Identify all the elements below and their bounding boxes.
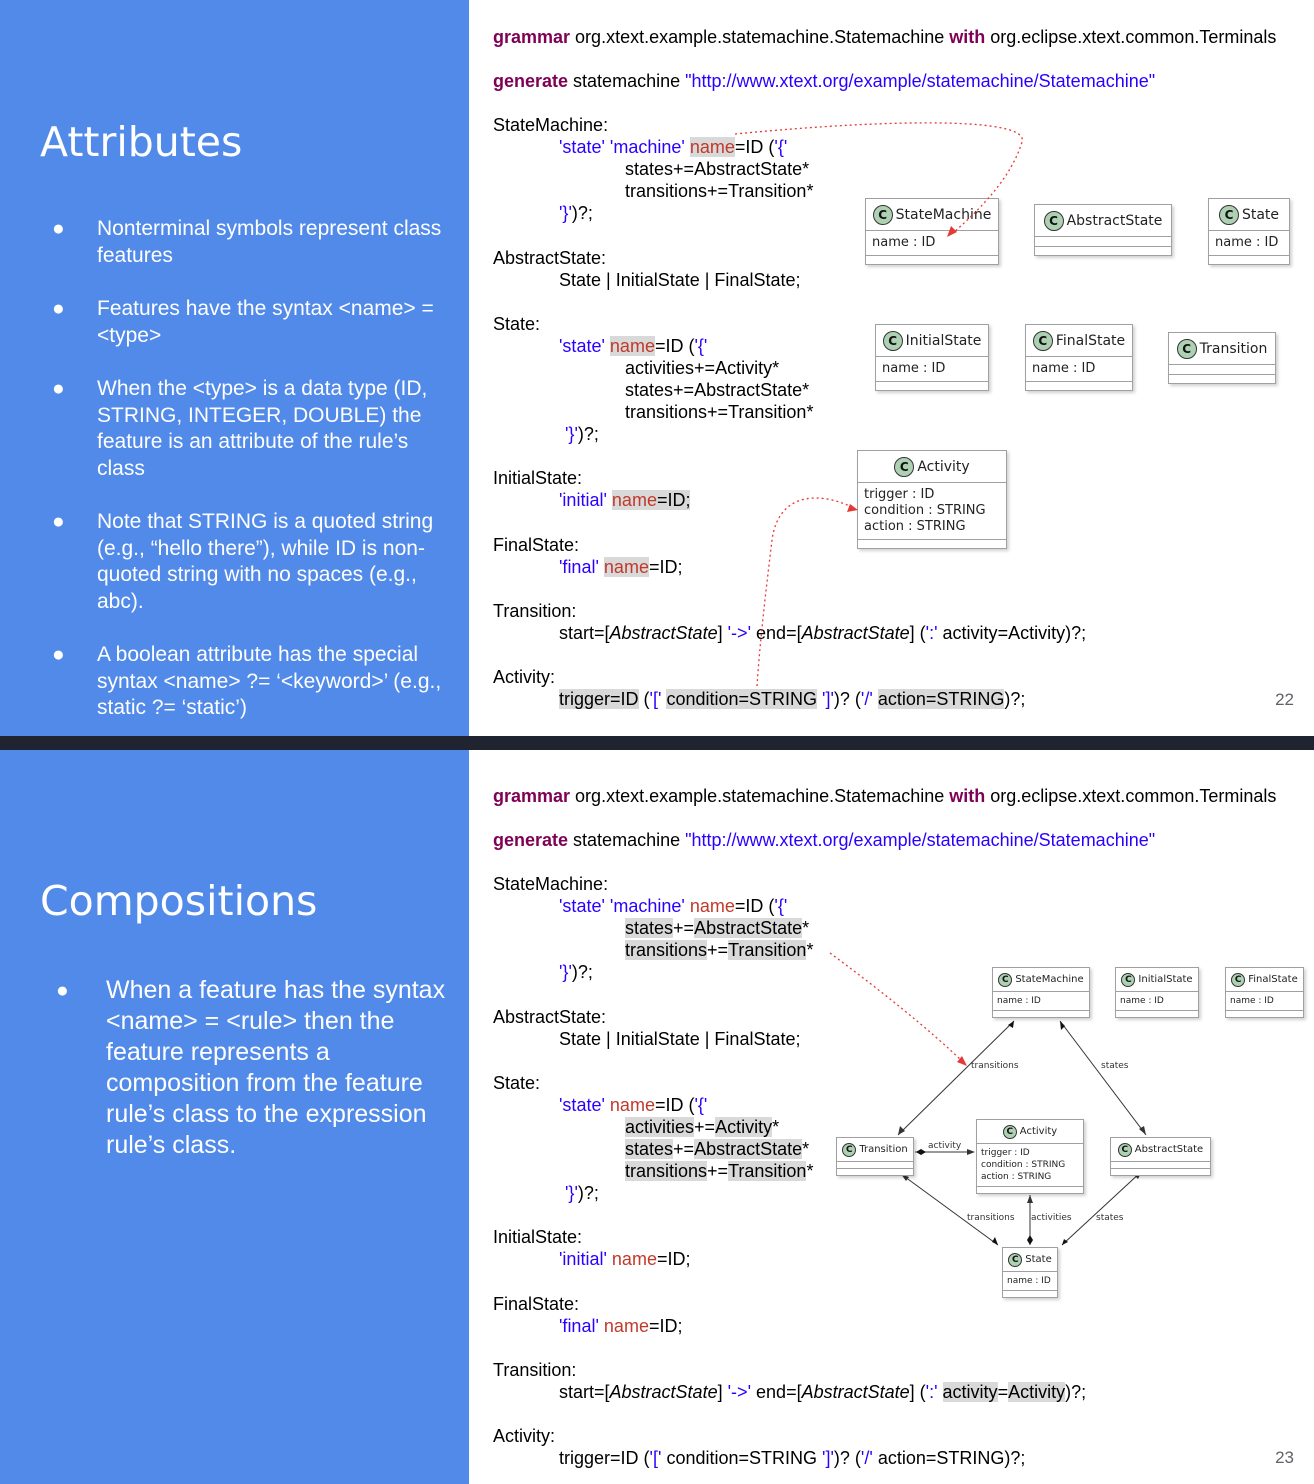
edge-label: activity <box>928 1141 962 1151</box>
class-transition: C Transition <box>1168 332 1276 384</box>
rule-activity: Activity: <box>493 667 556 687</box>
class-c-icon: C <box>1044 211 1064 231</box>
rule-initialstate: InitialState: <box>493 468 583 488</box>
slide-title: Attributes <box>40 118 243 166</box>
bullet-item: ● When a feature has the syntax <name> = <rule> then the feature represents a composition from the feature rule’s class to the expression rule’s class. <box>56 976 446 1159</box>
slide-compositions <box>0 750 1314 1484</box>
code-line: transitions+=Transition* <box>625 402 814 422</box>
edge-label: states <box>1101 1061 1129 1071</box>
bullet-item: ● Nonterminal symbols represent class features <box>52 217 442 267</box>
rule-state: State: <box>493 314 541 334</box>
rule-finalstate: FinalState: <box>493 1294 580 1314</box>
code-line: 'state' name=ID ('{' <box>559 336 708 356</box>
code-line: State | InitialState | FinalState; <box>559 1029 801 1049</box>
page-number: 22 <box>1275 690 1294 709</box>
rule-activity: Activity: <box>493 1426 556 1446</box>
slide-title: Compositions <box>40 877 318 925</box>
class-statemachine: C StateMachine name : ID <box>865 198 999 265</box>
bullet-item: ● A boolean attribute has the special syntax <name> ?= ‘<keyword>’ (e.g., static ?= ‘static’) <box>52 643 442 719</box>
class-c-icon: C <box>998 973 1012 987</box>
bullet-dot-icon: ● <box>52 297 65 320</box>
class-c-icon: C <box>1219 205 1239 225</box>
code-line: states+=AbstractState* <box>625 380 810 400</box>
code-line: states+=AbstractState* <box>625 918 810 938</box>
code-line: activities+=Activity* <box>625 1117 780 1137</box>
code-line: '}')?; <box>565 1183 599 1203</box>
class-c-icon: C <box>1003 1125 1017 1139</box>
class-c-icon: C <box>1177 339 1197 359</box>
code-line: 'initial' name=ID; <box>559 490 691 510</box>
code-line: '}')?; <box>559 962 593 982</box>
class-c-icon: C <box>842 1143 856 1157</box>
class-initialstate: C InitialState name : ID <box>1115 967 1199 1018</box>
bullet-dot-icon: ● <box>52 643 65 666</box>
rule-statemachine: StateMachine: <box>493 115 609 135</box>
edge-label: activities <box>1031 1213 1072 1223</box>
class-statemachine: C StateMachine name : ID <box>992 967 1090 1018</box>
class-c-icon: C <box>883 331 903 351</box>
class-abstractstate: C AbstractState <box>1110 1137 1211 1176</box>
bullet-dot-icon: ● <box>52 377 65 400</box>
class-c-icon: C <box>873 205 893 225</box>
class-state: C State name : ID <box>1208 198 1290 265</box>
code-line: start=[AbstractState] '->' end=[AbstractState] (':' activity=Activity)?; <box>559 623 1087 643</box>
bullet-item: ● When the <type> is a data type (ID, STRING, INTEGER, DOUBLE) the feature is an attribute of the rule’s class <box>52 377 428 480</box>
class-c-icon: C <box>1231 973 1245 987</box>
code-line: trigger=ID ('[' condition=STRING ']')? ('/' action=STRING)?; <box>559 1448 1026 1468</box>
rule-state: State: <box>493 1073 541 1093</box>
code-line: trigger=ID ('[' condition=STRING ']')? ('/' action=STRING)?; <box>559 689 1026 709</box>
class-transition: C Transition <box>836 1137 914 1176</box>
code-line: '}')?; <box>565 424 599 444</box>
code-line: 'initial' name=ID; <box>559 1249 691 1269</box>
rule-transition: Transition: <box>493 1360 577 1380</box>
rule-abstractstate: AbstractState: <box>493 248 607 268</box>
code-line: states+=AbstractState* <box>625 1139 810 1159</box>
bullet-item: ● Features have the syntax <name> = <type> <box>52 297 434 347</box>
edge-label: transitions <box>971 1061 1019 1071</box>
slide-attributes <box>0 0 1314 736</box>
rule-finalstate: FinalState: <box>493 535 580 555</box>
class-state: C State name : ID <box>1002 1247 1058 1298</box>
code-line: activities+=Activity* <box>625 358 780 378</box>
bullet-dot-icon: ● <box>56 979 69 1002</box>
rule-abstractstate: AbstractState: <box>493 1007 607 1027</box>
class-finalstate: C FinalState name : ID <box>1225 967 1304 1018</box>
code-line: '}')?; <box>559 203 593 223</box>
bullet-dot-icon: ● <box>52 510 65 533</box>
edge-label: transitions <box>967 1213 1015 1223</box>
class-abstractstate: C AbstractState <box>1034 204 1172 256</box>
page-number: 23 <box>1275 1448 1294 1467</box>
edge-label: states <box>1096 1213 1124 1223</box>
code-line: transitions+=Transition* <box>625 181 814 201</box>
code-line: 'state' 'machine' name=ID ('{' <box>559 896 788 916</box>
grammar-header-line: grammar org.xtext.example.statemachine.Statemachine with org.eclipse.xtext.common.Terminals <box>493 27 1277 47</box>
code-line: transitions+=Transition* <box>625 940 814 960</box>
code-line: 'state' name=ID ('{' <box>559 1095 708 1115</box>
code-line: start=[AbstractState] '->' end=[AbstractState] (':' activity=Activity)?; <box>559 1382 1087 1402</box>
annotation-arrowhead <box>847 504 858 512</box>
rule-statemachine: StateMachine: <box>493 874 609 894</box>
slide-separator <box>0 736 1314 750</box>
class-c-icon: C <box>1008 1253 1022 1267</box>
bullet-item: ● Note that STRING is a quoted string (e.g., “hello there”), while ID is non-quoted string with no spaces (e.g., abc). <box>52 510 434 613</box>
annotation-arrow <box>830 953 963 1062</box>
generate-line: generate statemachine "http://www.xtext.org/example/statemachine/Statemachine" <box>493 71 1156 91</box>
annotation-arrows <box>0 0 1314 736</box>
class-initialstate: C InitialState name : ID <box>875 324 989 391</box>
rule-initialstate: InitialState: <box>493 1227 583 1247</box>
generate-line: generate statemachine "http://www.xtext.org/example/statemachine/Statemachine" <box>493 830 1156 850</box>
class-activity: C Activity trigger : ID condition : STRING action : STRING <box>976 1119 1084 1194</box>
code-line: 'final' name=ID; <box>559 557 683 577</box>
class-finalstate: C FinalState name : ID <box>1025 324 1133 391</box>
rule-transition: Transition: <box>493 601 577 621</box>
code-line: transitions+=Transition* <box>625 1161 814 1181</box>
class-c-icon: C <box>1121 973 1135 987</box>
code-line: State | InitialState | FinalState; <box>559 270 801 290</box>
annotation-arrow <box>735 123 1022 233</box>
class-c-icon: C <box>1033 331 1053 351</box>
bullet-dot-icon: ● <box>52 217 65 240</box>
grammar-header-line: grammar org.xtext.example.statemachine.Statemachine with org.eclipse.xtext.common.Terminals <box>493 786 1277 806</box>
code-line: 'state' 'machine' name=ID ('{' <box>559 137 788 157</box>
annotation-arrowhead <box>947 226 957 237</box>
code-line: states+=AbstractState* <box>625 159 810 179</box>
class-c-icon: C <box>1118 1143 1132 1157</box>
annotation-arrows <box>0 750 1314 1484</box>
annotation-arrow <box>757 498 852 686</box>
class-activity: C Activity trigger : ID condition : STRING action : STRING <box>857 450 1007 549</box>
code-line: 'final' name=ID; <box>559 1316 683 1336</box>
class-c-icon: C <box>894 457 914 477</box>
